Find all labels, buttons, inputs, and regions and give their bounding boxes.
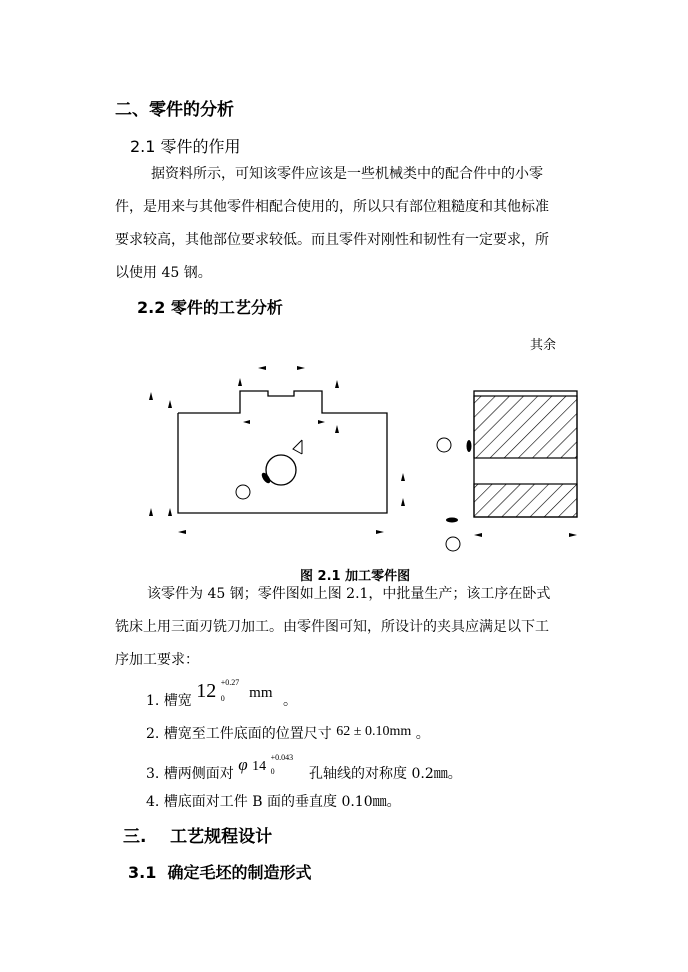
paragraph-line: 铣床上用三面刃铣刀加工。由零件图可知，所设计的夹具应满足以下工 — [115, 619, 549, 635]
paragraph-line: 要求较高，其他部位要求较低。而且零件对刚性和韧性有一定要求，所 — [115, 232, 549, 248]
req1-end: 。 — [282, 693, 297, 709]
subsection-2-2-heading: 2.2 零件的工艺分析 — [137, 298, 283, 317]
section-3-heading: 三. 工艺规程设计 — [123, 827, 273, 847]
req1-sub: 0 — [220, 694, 225, 703]
subsection-2-1-heading: 2.1 零件的作用 — [130, 137, 241, 156]
req2-end: 。 — [415, 726, 430, 742]
hole-circle — [266, 455, 296, 485]
req3-sub: 0 — [270, 767, 275, 776]
front-view-outline — [178, 391, 387, 513]
pin-circle — [236, 485, 250, 499]
figure-caption: 图 2.1 加工零件图 — [300, 569, 411, 584]
req1-sup: +0.27 — [220, 678, 240, 687]
side-mark-1 — [467, 440, 472, 452]
requirement-3 — [146, 755, 462, 789]
req3-suffix: 孔轴线的对称度 0.2㎜。 — [309, 766, 462, 782]
side-mark-2 — [446, 518, 458, 523]
paragraph-line: 据资料所示，可知该零件应该是一些机械类中的配合件中的小零 — [151, 166, 543, 182]
requirement-4: 4. 槽底面对工件 B 面的垂直度 0.10㎜。 — [146, 794, 401, 810]
req2-value: 62 ± 0.10mm — [336, 724, 412, 739]
req2-prefix: 2. 槽宽至工件底面的位置尺寸 — [146, 726, 332, 742]
req3-sup: +0.043 — [270, 753, 294, 762]
side-circle-1 — [437, 438, 451, 452]
paragraph-2-2 — [115, 578, 550, 677]
roughness-symbol — [293, 440, 302, 454]
req1-unit: mm — [249, 685, 273, 701]
section-2-heading: 二、零件的分析 — [115, 100, 234, 120]
req3-base: 14 — [252, 759, 267, 774]
paragraph-line: 件，是用来与其他零件相配合使用的，所以只有部位粗糙度和其他标准 — [115, 199, 549, 215]
req3-prefix: 3. 槽两侧面对 — [146, 766, 234, 782]
req1-base: 12 — [196, 680, 217, 702]
paragraph-line: 以使用 45 钢。 — [115, 265, 212, 281]
req1-prefix: 1. 槽宽 — [146, 693, 192, 709]
paragraph-line: 序加工要求： — [115, 652, 199, 668]
requirement-1 — [146, 680, 297, 720]
paragraph-line: 该零件为 45 钢；零件图如上图 2.1，中批量生产；该工序在卧式 — [147, 586, 551, 602]
roughness-note: 其余 — [530, 338, 557, 353]
subsection-3-1-heading: 3.1 确定毛坯的制造形式 — [128, 863, 312, 882]
side-circle-2 — [446, 537, 460, 551]
phi-symbol: φ — [238, 755, 248, 774]
requirement-2 — [146, 720, 430, 740]
side-hatch-bottom — [474, 484, 577, 517]
side-hatch-top — [474, 396, 577, 458]
